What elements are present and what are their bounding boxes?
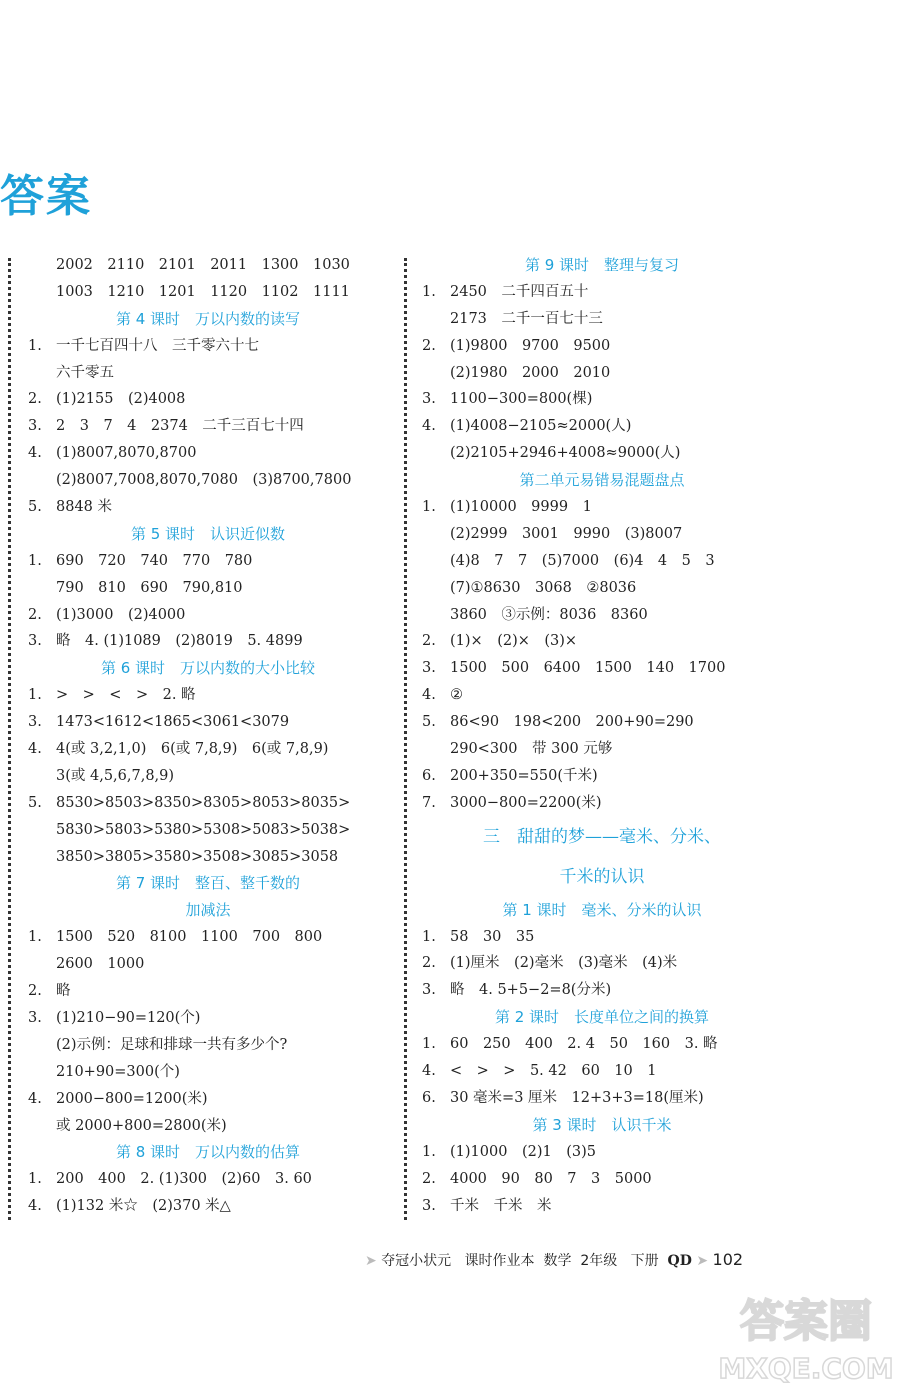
lesson-heading xyxy=(28,897,388,924)
answer-line xyxy=(28,386,388,413)
answer-line xyxy=(422,628,782,655)
footer-volume: 下册 xyxy=(630,1253,659,1269)
question-number: 1. xyxy=(422,499,436,516)
lesson-heading xyxy=(28,655,388,682)
answer-text: 略 4. (1)1089 (2)8019 5. 4899 xyxy=(56,633,303,650)
answer-text: 3860 ③示例：8036 8360 xyxy=(450,606,648,623)
answer-text: (1)210−90=120(个) xyxy=(56,1009,201,1026)
question-number: 4. xyxy=(422,418,436,435)
question-number: 3. xyxy=(28,418,42,435)
lesson-heading xyxy=(28,521,388,548)
lesson-heading xyxy=(422,1004,782,1031)
watermark-logo xyxy=(716,1288,896,1388)
answer-line xyxy=(28,1032,388,1059)
answer-text: 六千零五 xyxy=(56,364,114,381)
answer-text: 第 2 课时 长度单位之间的换算 xyxy=(494,1008,710,1027)
answer-line xyxy=(28,1193,388,1220)
question-number: 5. xyxy=(28,794,42,811)
answer-text: 1100−300=800(棵) xyxy=(450,391,593,408)
answer-text: (7)①8630 3068 ②8036 xyxy=(450,579,637,596)
answer-text: 千米 千米 米 xyxy=(450,1197,552,1214)
answer-line xyxy=(28,628,388,655)
question-number: 3. xyxy=(422,1197,436,1214)
answer-text: 58 30 35 xyxy=(450,928,535,945)
question-number: 4. xyxy=(422,687,436,704)
question-number: 2. xyxy=(422,1170,436,1187)
question-number: 4. xyxy=(28,1198,42,1215)
answer-text: 略 4. 5+5−2=8(分米) xyxy=(450,982,612,999)
answer-line xyxy=(28,1113,388,1140)
answer-line xyxy=(28,817,388,844)
answer-line xyxy=(422,1058,782,1085)
answer-text: (1)132 米☆ (2)370 米△ xyxy=(56,1198,231,1215)
answer-text: (2)2999 3001 9990 (3)8007 xyxy=(450,525,683,542)
answer-line xyxy=(28,413,388,440)
answer-text: (1)10000 9999 1 xyxy=(450,499,592,516)
answer-line xyxy=(28,1166,388,1193)
answer-text: 第 9 课时 整理与复习 xyxy=(524,256,680,274)
answer-text: 第二单元易错易混题盘点 xyxy=(519,471,685,490)
answer-text: (1)9800 9700 9500 xyxy=(450,337,611,354)
answer-text: 1473<1612<1865<3061<3079 xyxy=(56,714,290,731)
answer-line xyxy=(28,252,388,279)
answer-line xyxy=(422,602,782,629)
unit-heading xyxy=(422,817,782,857)
answer-line xyxy=(28,844,388,871)
page-number: 102 xyxy=(712,1250,744,1269)
answer-text: 8848 米 xyxy=(56,499,113,516)
question-number: 1. xyxy=(28,1171,42,1188)
answer-text: 2002 2110 2101 2011 1300 1030 xyxy=(56,257,350,273)
answer-line xyxy=(28,1059,388,1086)
answer-text: 2173 二千一百七十三 xyxy=(450,310,603,327)
answer-line xyxy=(422,548,782,575)
answer-text: 千米的认识 xyxy=(559,866,645,887)
answer-line xyxy=(422,279,782,306)
answer-line xyxy=(28,333,388,360)
answer-text: (2)示例：足球和排球一共有多少个? xyxy=(56,1036,288,1053)
answer-text: 4000 90 80 7 3 5000 xyxy=(450,1170,652,1187)
answer-text: 290<300 带 300 元够 xyxy=(450,741,613,758)
left-answer-column xyxy=(28,252,388,1220)
answer-text: (1)厘米 (2)毫米 (3)毫米 (4)米 xyxy=(450,955,678,972)
answer-text: 第 8 课时 万以内数的估算 xyxy=(115,1143,301,1162)
question-number: 3. xyxy=(28,1009,42,1026)
question-number: 1. xyxy=(28,687,42,704)
answer-line xyxy=(28,1086,388,1113)
answer-line xyxy=(422,763,782,790)
unit-heading xyxy=(422,857,782,897)
answer-line xyxy=(422,1031,782,1058)
answer-text: 第 3 课时 认识千米 xyxy=(532,1115,672,1134)
answer-line xyxy=(28,1005,388,1032)
question-number: 4. xyxy=(422,1063,436,1080)
answer-line xyxy=(422,360,782,387)
answer-text: 加减法 xyxy=(185,901,231,920)
answer-line xyxy=(28,709,388,736)
answer-line xyxy=(28,467,388,494)
answer-line xyxy=(422,736,782,763)
question-number: 2. xyxy=(422,633,436,650)
answer-text: 3(或 4,5,6,7,8,9) xyxy=(56,767,175,784)
answer-text: ② xyxy=(450,687,463,704)
question-number: 3. xyxy=(28,714,42,731)
lesson-heading xyxy=(422,252,782,279)
lesson-heading xyxy=(422,467,782,494)
watermark-text: 答案圈 xyxy=(740,1296,872,1347)
lesson-heading xyxy=(422,1112,782,1139)
answer-text: 一千七百四十八 三千零六十七 xyxy=(56,337,259,354)
answer-text: 5830>5803>5380>5308>5083>5038> xyxy=(56,821,351,838)
footer-edition: QD xyxy=(667,1253,692,1269)
answer-text: 60 250 400 2. 4 50 160 3. 略 xyxy=(450,1036,718,1053)
answer-text: 第 4 课时 万以内数的读写 xyxy=(115,309,301,328)
answer-line xyxy=(28,279,388,306)
answer-text: 86<90 198<200 200+90=290 xyxy=(450,714,694,731)
question-number: 2. xyxy=(422,337,436,354)
answer-line xyxy=(422,977,782,1004)
answer-line xyxy=(422,1085,782,1112)
answer-line xyxy=(28,951,388,978)
question-number: 3. xyxy=(422,660,436,677)
answer-text: 1500 520 8100 1100 700 800 xyxy=(56,929,323,946)
answer-line xyxy=(28,924,388,951)
answer-line xyxy=(28,790,388,817)
answer-line xyxy=(28,360,388,387)
answer-line xyxy=(28,978,388,1005)
answer-line xyxy=(28,602,388,629)
answer-text: (2)2105+2946+4008≈9000(人) xyxy=(450,445,681,462)
answer-line xyxy=(422,950,782,977)
answer-line xyxy=(422,1139,782,1166)
answer-text: 30 毫米=3 厘米 12+3+3=18(厘米) xyxy=(450,1089,704,1106)
answer-text: (1)× (2)× (3)× xyxy=(450,633,578,650)
answer-text: 第 5 课时 认识近似数 xyxy=(130,524,286,543)
answer-text: 第 6 课时 万以内数的大小比较 xyxy=(100,659,316,678)
answer-text: (2)1980 2000 2010 xyxy=(450,364,611,381)
footer-subject: 数学 xyxy=(543,1253,572,1269)
question-number: 1. xyxy=(422,928,436,945)
footer-book: 课时作业本 xyxy=(464,1253,535,1269)
answer-text: > > < > 2. 略 xyxy=(56,687,196,704)
answer-text: 略 xyxy=(56,983,71,1000)
question-number: 6. xyxy=(422,767,436,784)
answer-text: 200 400 2. (1)300 (2)60 3. 60 xyxy=(56,1171,312,1188)
answer-text: < > > 5. 42 60 10 1 xyxy=(450,1063,657,1080)
answer-text: 690 720 740 770 780 xyxy=(56,552,253,569)
answer-line xyxy=(28,736,388,763)
answer-line xyxy=(28,440,388,467)
watermark-url: MXQE.COM xyxy=(718,1352,894,1385)
answer-line xyxy=(422,306,782,333)
answer-text: 三 甜甜的梦——毫米、分米、 xyxy=(483,826,721,847)
answer-text: (1)2155 (2)4008 xyxy=(56,391,186,408)
question-number: 1. xyxy=(28,337,42,354)
answer-line xyxy=(422,521,782,548)
question-number: 1. xyxy=(422,1036,436,1053)
answer-line xyxy=(28,575,388,602)
lesson-heading xyxy=(28,1139,388,1166)
answer-line xyxy=(422,682,782,709)
answer-text: 4(或 3,2,1,0) 6(或 7,8,9) 6(或 7,8,9) xyxy=(56,741,329,758)
answer-text: (4)8 7 7 (5)7000 (6)4 4 5 3 xyxy=(450,552,715,569)
answer-line xyxy=(422,790,782,817)
lesson-heading xyxy=(28,870,388,897)
question-number: 6. xyxy=(422,1089,436,1106)
question-number: 3. xyxy=(422,391,436,408)
question-number: 1. xyxy=(28,929,42,946)
answer-text: 1500 500 6400 1500 140 1700 xyxy=(450,660,726,677)
right-binding-dots xyxy=(404,258,407,1220)
left-binding-dots xyxy=(8,258,11,1220)
answer-line xyxy=(28,682,388,709)
question-number: 2. xyxy=(28,391,42,408)
answer-line xyxy=(28,548,388,575)
right-answer-column xyxy=(422,252,782,1219)
question-number: 3. xyxy=(422,982,436,999)
answer-text: 3000−800=2200(米) xyxy=(450,794,602,811)
answer-text: (1)3000 (2)4000 xyxy=(56,606,186,623)
answer-text: (1)4008−2105≈2000(人) xyxy=(450,418,632,435)
page-footer: ➤ 夺冠小状元 课时作业本 数学 2年级 下册 QD ➤ 102 xyxy=(365,1250,744,1269)
question-number: 4. xyxy=(28,1090,42,1107)
answer-text: 2600 1000 xyxy=(56,956,145,973)
answer-line xyxy=(422,413,782,440)
answer-line xyxy=(422,386,782,413)
answer-line xyxy=(422,333,782,360)
answer-text: 200+350=550(千米) xyxy=(450,767,598,784)
question-number: 1. xyxy=(422,283,436,300)
question-number: 2. xyxy=(422,955,436,972)
question-number: 1. xyxy=(422,1143,436,1160)
question-number: 5. xyxy=(28,499,42,516)
question-number: 4. xyxy=(28,741,42,758)
answer-line xyxy=(422,655,782,682)
answer-line xyxy=(422,1166,782,1193)
question-number: 7. xyxy=(422,794,436,811)
question-number: 4. xyxy=(28,445,42,462)
footer-series: 夺冠小状元 xyxy=(381,1253,452,1269)
answer-line xyxy=(422,575,782,602)
answer-text: 2000−800=1200(米) xyxy=(56,1090,208,1107)
question-number: 5. xyxy=(422,714,436,731)
answer-line xyxy=(28,763,388,790)
answer-line xyxy=(422,494,782,521)
answer-text: 第 1 课时 毫米、分米的认识 xyxy=(502,900,702,919)
answer-text: 2 3 7 4 2374 二千三百七十四 xyxy=(56,418,304,435)
answer-text: 8530>8503>8350>8305>8053>8035> xyxy=(56,794,351,811)
answer-line xyxy=(422,924,782,951)
question-number: 1. xyxy=(28,552,42,569)
lesson-heading xyxy=(422,897,782,924)
answer-text: 210+90=300(个) xyxy=(56,1063,180,1080)
lesson-heading xyxy=(28,306,388,333)
answer-text: (2)8007,7008,8070,7080 (3)8700,7800 xyxy=(56,472,352,489)
answer-line xyxy=(28,494,388,521)
answer-text: 或 2000+800=2800(米) xyxy=(56,1117,227,1134)
answer-text: (1)1000 (2)1 (3)5 xyxy=(450,1143,596,1160)
answer-line xyxy=(422,1193,782,1220)
answer-text: 第 7 课时 整百、整千数的 xyxy=(115,874,301,893)
answer-text: 1003 1210 1201 1120 1102 1111 xyxy=(56,283,350,300)
answer-line xyxy=(422,709,782,736)
question-number: 2. xyxy=(28,983,42,1000)
answer-line xyxy=(422,440,782,467)
answer-text: (1)8007,8070,8700 xyxy=(56,445,197,462)
footer-grade: 2年级 xyxy=(580,1253,618,1269)
answer-text: 3850>3805>3580>3508>3085>3058 xyxy=(56,848,339,865)
answer-banner: 答案 xyxy=(0,171,92,222)
answer-text: 2450 二千四百五十 xyxy=(450,283,589,300)
answer-text: 790 810 690 790,810 xyxy=(56,579,243,596)
question-number: 2. xyxy=(28,606,42,623)
question-number: 3. xyxy=(28,633,42,650)
